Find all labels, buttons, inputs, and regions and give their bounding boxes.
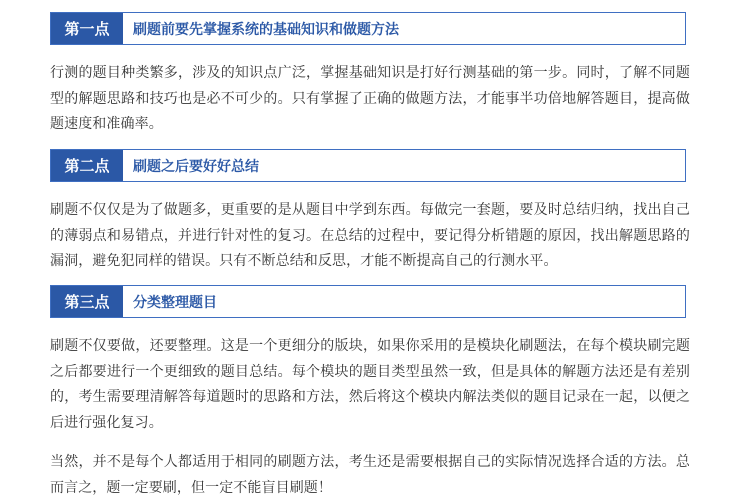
section-badge: 第三点 — [51, 286, 123, 317]
paragraph: 行测的题目种类繁多，涉及的知识点广泛，掌握基础知识是打好行测基础的第一步。同时，了解不同题型的解题思路和技巧也是必不可少的。只有掌握了正确的做题方法，才能事半功倍地解答题目，提高做题速度和准确率。 — [50, 65, 690, 132]
section-badge: 第一点 — [51, 13, 123, 44]
section-header-3 — [50, 285, 686, 318]
section-title: 分类整理题目 — [133, 294, 217, 311]
section-title: 刷题前要先掌握系统的基础知识和做题方法 — [133, 21, 399, 38]
section-header-1 — [50, 12, 686, 45]
section-header-2 — [50, 149, 686, 182]
paragraph: 当然，并不是每个人都适用于相同的刷题方法，考生还是需要根据自己的实际情况选择合适的方法。总而言之，题一定要刷，但一定不能盲目刷题！ — [50, 454, 690, 496]
paragraph: 刷题不仅要做，还要整理。这是一个更细分的版块，如果你采用的是模块化刷题法，在每个模块刷完题之后都要进行一个更细致的题目总结。每个模块的题目类型虽然一致，但是具体的解题方法还是有差别的，考生需要理清解答每道题时的思路和方法，然后将这个模块内解法类似的题目记录在一起，以便之后进行强化复习。 — [50, 338, 690, 431]
section-title: 刷题之后要好好总结 — [133, 158, 259, 175]
paragraph: 刷题不仅仅是为了做题多，更重要的是从题目中学到东西。每做完一套题，要及时总结归纳，找出自己的薄弱点和易错点，并进行针对性的复习。在总结的过程中，要记得分析错题的原因，找出解题思路的漏洞，避免犯同样的错误。只有不断总结和反思，才能不断提高自己的行测水平。 — [50, 202, 690, 269]
section-badge: 第二点 — [51, 150, 123, 181]
